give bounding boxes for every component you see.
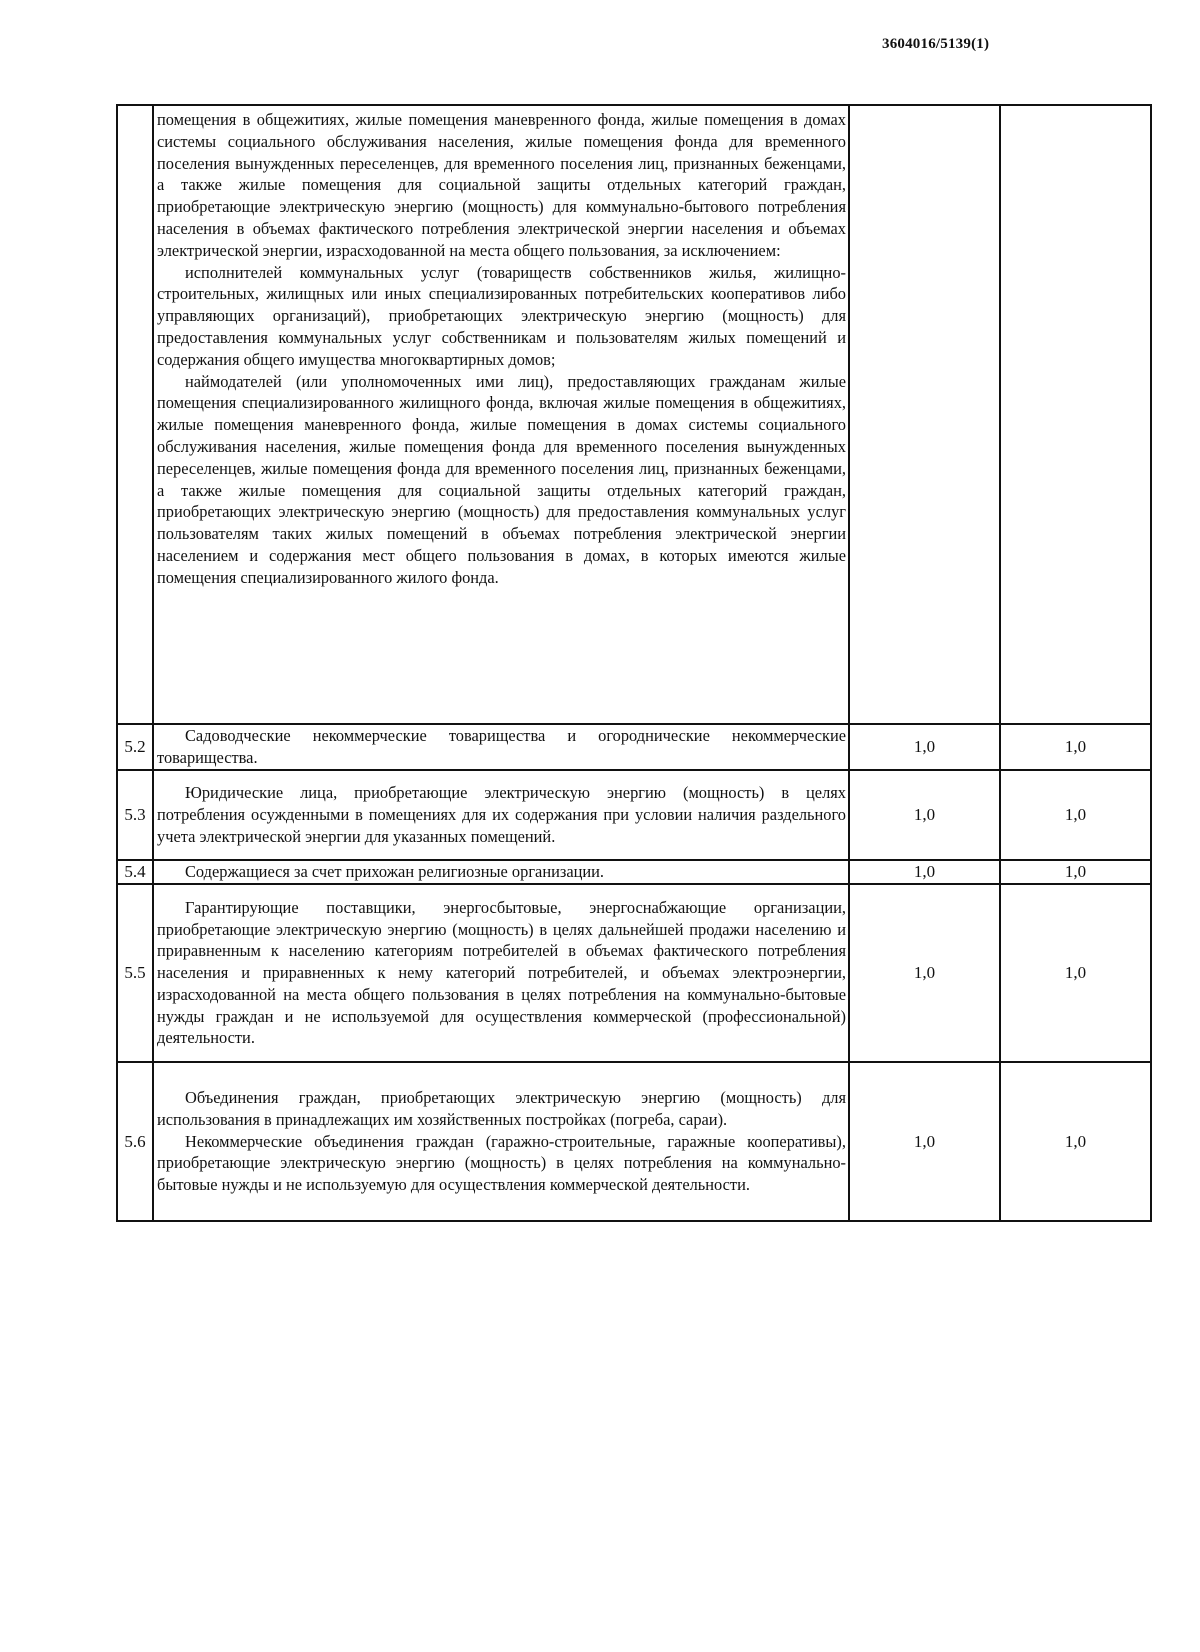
row-value-2: 1,0 (1000, 770, 1151, 860)
description-paragraph: Садоводческие некоммерческие товарищества и огороднические некоммерческие товарищества. (157, 726, 846, 767)
description-paragraph: Гарантирующие поставщики, энергосбытовые, энергоснабжающие организации, приобретающие электрическую энергию (мощность) в целях дальнейшей продажи населению и приравненным к населению категориям потребителей в объемах фактического потребления населения и приравненных к нему категорий потребителей, и объемах электроэнергии, израсходованной на места общего пользования в целях потребления на коммунально-бытовые нужды граждан и не используемой для осуществления коммерческой (профессиональной) деятельности. (157, 897, 846, 1048)
description-paragraph: помещения в общежитиях, жилые помещения маневренного фонда, жилые помещения в домах системы социального обслуживания населения, жилые помещения фонда для временного поселения вынужденных переселенцев, для временного поселения лиц, признанных беженцами, а также жилые помещения для социальной защиты отдельных категорий граждан, приобретающие электрическую энергию (мощность) для коммунально-бытового потребления населения в объемах фактического потребления электрической энергии населения и объемах электрической энергии, израсходованной на места общего пользования, за исключением: (157, 110, 846, 260)
row-description (153, 724, 849, 770)
row-number (117, 105, 153, 724)
row-value-1: 1,0 (849, 860, 1000, 884)
row-value-1: 1,0 (849, 884, 1000, 1062)
table-row-5-6 (117, 1062, 1151, 1221)
row-value-1: 1,0 (849, 1062, 1000, 1221)
description-paragraph: Содержащиеся за счет прихожан религиозные организации. (185, 862, 605, 882)
row-value-2: 1,0 (1000, 724, 1151, 770)
row-value-2: 1,0 (1000, 1062, 1151, 1221)
row-value-1: 1,0 (849, 724, 1000, 770)
table-row-5-4 (117, 860, 1151, 884)
row-description (153, 770, 849, 860)
row-number: 5.2 (117, 724, 153, 770)
document-number: 3604016/5139(1) (882, 36, 990, 52)
row-description (153, 860, 849, 884)
description-paragraph: Некоммерческие объединения граждан (гаражно-строительные, гаражные кооперативы), приобретающие электрическую энергию (мощность) в целях потребления на коммунально-бытовые нужды и не используемую для осуществления коммерческой деятельности. (157, 1131, 846, 1195)
table-row-5-5 (117, 884, 1151, 1062)
row-value-2 (1000, 105, 1151, 724)
tariff-table (116, 104, 1152, 1222)
row-description (153, 1062, 849, 1221)
row-description (153, 884, 849, 1062)
row-number: 5.5 (117, 884, 153, 1062)
row-value-1: 1,0 (849, 770, 1000, 860)
description-paragraph: Юридические лица, приобретающие электрическую энергию (мощность) в целях потребления осужденными в помещениях для их содержания при условии наличия раздельного учета электрической энергии для указанных помещений. (157, 783, 846, 846)
description-paragraph: наймодателей (или уполномоченных ими лиц), предоставляющих гражданам жилые помещения специализированного жилищного фонда, включая жилые помещения в общежитиях, жилые помещения маневренного фонда, жилые помещения в домах системы социального обслуживания населения, жилые помещения фонда для временного поселения вынужденных переселенцев, жилые помещения фонда для временного поселения лиц, признанных беженцами, а также жилые помещения для социальной защиты отдельных категорий граждан, приобретающих электрическую энергию (мощность) для предоставления коммунальных услуг пользователям таких жилых помещений в объемах потребления электрической энергии населением и содержания мест общего пользования в домах, в которых имеются жилые помещения специализированного жилого фонда. (157, 371, 846, 587)
table-row-5-3 (117, 770, 1151, 860)
table-row-5-2 (117, 724, 1151, 770)
row-description (153, 105, 849, 724)
row-value-2: 1,0 (1000, 860, 1151, 884)
row-value-1 (849, 105, 1000, 724)
row-number: 5.3 (117, 770, 153, 860)
row-number: 5.6 (117, 1062, 153, 1221)
description-paragraph: исполнителей коммунальных услуг (товариществ собственников жилья, жилищно-строительных, жилищных или иных специализированных потребительских кооперативов либо управляющих организаций), приобретающих электрическую энергию (мощность) для предоставления коммунальных услуг собственникам и пользователям жилых помещений и содержания общего имущества многоквартирных домов; (157, 262, 846, 369)
table-row-continuation (117, 105, 1151, 724)
description-paragraph: Объединения граждан, приобретающих электрическую энергию (мощность) для использования в принадлежащих им хозяйственных постройках (погреба, сараи). (157, 1088, 846, 1129)
row-value-2: 1,0 (1000, 884, 1151, 1062)
row-number: 5.4 (117, 860, 153, 884)
